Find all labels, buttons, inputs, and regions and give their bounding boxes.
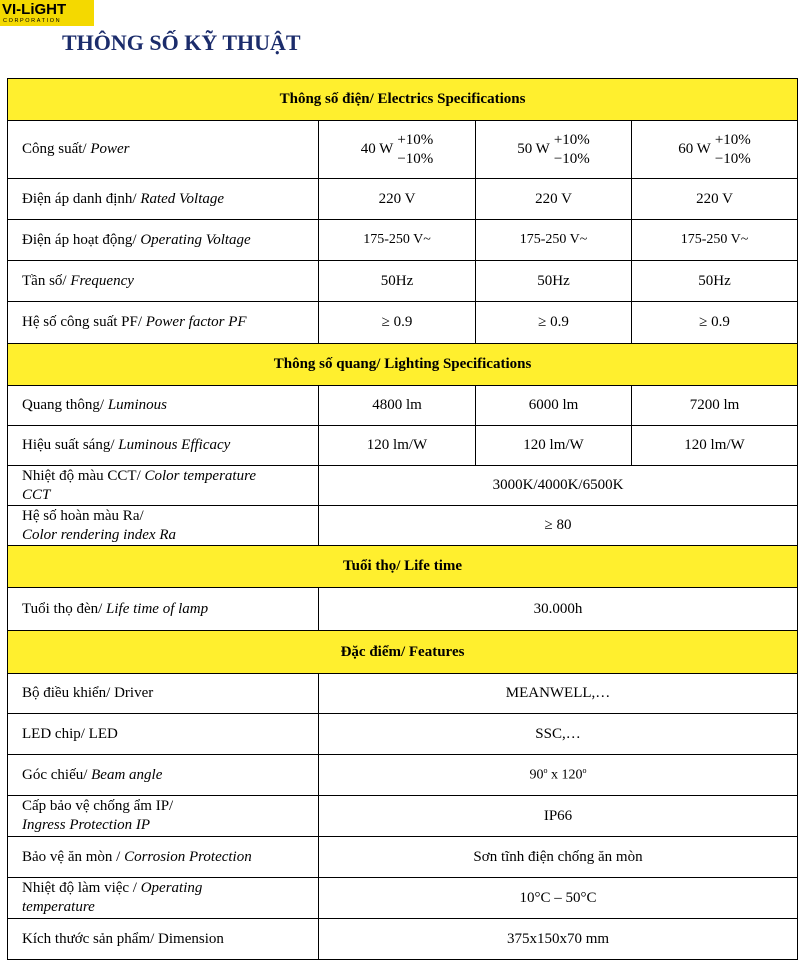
value-cell: 120 lm/W <box>632 426 798 466</box>
value-cell: Sơn tĩnh điện chống ăn mòn <box>319 837 798 878</box>
table-row <box>8 755 798 796</box>
spec-table <box>7 78 798 960</box>
table-row <box>8 674 798 714</box>
row-label: Cấp bảo vệ chống ẩm IP/ Ingress Protection IP <box>8 796 319 837</box>
value-cell: 175-250 V~ <box>632 220 798 261</box>
value-cell: 175-250 V~ <box>476 220 632 261</box>
value-cell: ≥ 0.9 <box>319 302 476 344</box>
power-cell: 60 W +10% −10% <box>632 121 798 179</box>
section-row <box>8 631 798 674</box>
value-cell: 6000 lm <box>476 386 632 426</box>
value-cell: 4800 lm <box>319 386 476 426</box>
value-cell: 50Hz <box>319 261 476 302</box>
table-row <box>8 714 798 755</box>
table-row <box>8 426 798 466</box>
table-row <box>8 506 798 546</box>
value-cell: SSC,… <box>319 714 798 755</box>
table-row <box>8 179 798 220</box>
row-label: Nhiệt độ làm việc / Operating temperature <box>8 878 319 919</box>
row-label: Điện áp hoạt động/ Operating Voltage <box>8 220 319 261</box>
section-row <box>8 79 798 121</box>
table-row <box>8 386 798 426</box>
logo-text: VI-LiGHT <box>2 1 67 18</box>
row-label: Hệ số công suất PF/ Power factor PF <box>8 302 319 344</box>
power-cell: 50 W +10% −10% <box>476 121 632 179</box>
section-lighting: Thông số quang/ Lighting Specifications <box>8 344 798 386</box>
power-cell: 40 W +10% −10% <box>319 121 476 179</box>
row-label: Quang thông/ Luminous <box>8 386 319 426</box>
value-cell: MEANWELL,… <box>319 674 798 714</box>
value-cell: 120 lm/W <box>319 426 476 466</box>
value-cell: 220 V <box>319 179 476 220</box>
row-label: Góc chiếu/ Beam angle <box>8 755 319 796</box>
value-cell: 375x150x70 mm <box>319 919 798 960</box>
row-label: Công suất/ Power <box>8 121 319 179</box>
brand-logo <box>0 0 94 26</box>
table-row <box>8 302 798 344</box>
value-cell: 10°C – 50°C <box>319 878 798 919</box>
row-label: Nhiệt độ màu CCT/ Color temperature CCT <box>8 466 319 506</box>
value-cell: 220 V <box>632 179 798 220</box>
table-row <box>8 466 798 506</box>
value-cell: 7200 lm <box>632 386 798 426</box>
table-row <box>8 261 798 302</box>
table-row <box>8 121 798 179</box>
row-label: Tần số/ Frequency <box>8 261 319 302</box>
row-label: Bộ điều khiển/ Driver <box>8 674 319 714</box>
value-cell: ≥ 0.9 <box>632 302 798 344</box>
value-cell: 3000K/4000K/6500K <box>319 466 798 506</box>
table-row <box>8 919 798 960</box>
row-label: Hiệu suất sáng/ Luminous Efficacy <box>8 426 319 466</box>
value-cell: IP66 <box>319 796 798 837</box>
table-row <box>8 220 798 261</box>
value-cell: 120 lm/W <box>476 426 632 466</box>
value-cell: 175-250 V~ <box>319 220 476 261</box>
value-cell: ≥ 0.9 <box>476 302 632 344</box>
table-row <box>8 878 798 919</box>
row-label: Điện áp danh định/ Rated Voltage <box>8 179 319 220</box>
value-cell: 90$^o$ x 120$^o$ <box>319 755 798 796</box>
value-cell: 50Hz <box>476 261 632 302</box>
section-lifetime: Tuổi thọ/ Life time <box>8 546 798 588</box>
logo-subtitle: CORPORATION <box>3 18 62 24</box>
row-label: LED chip/ LED <box>8 714 319 755</box>
table-row <box>8 796 798 837</box>
row-label: Kích thước sản phẩm/ Dimension <box>8 919 319 960</box>
row-label: Bảo vệ ăn mòn / Corrosion Protection <box>8 837 319 878</box>
section-row <box>8 344 798 386</box>
page-title: THÔNG SỐ KỸ THUẬT <box>62 30 301 55</box>
table-row <box>8 588 798 631</box>
value-cell: ≥ 80 <box>319 506 798 546</box>
value-cell: 220 V <box>476 179 632 220</box>
row-label: Tuổi thọ đèn/ Life time of lamp <box>8 588 319 631</box>
section-electrics: Thông số điện/ Electrics Specifications <box>8 79 798 121</box>
row-label: Hệ số hoàn màu Ra/ Color rendering index Ra <box>8 506 319 546</box>
section-row <box>8 546 798 588</box>
table-row <box>8 837 798 878</box>
value-cell: 50Hz <box>632 261 798 302</box>
section-features: Đặc điểm/ Features <box>8 631 798 674</box>
value-cell: 30.000h <box>319 588 798 631</box>
